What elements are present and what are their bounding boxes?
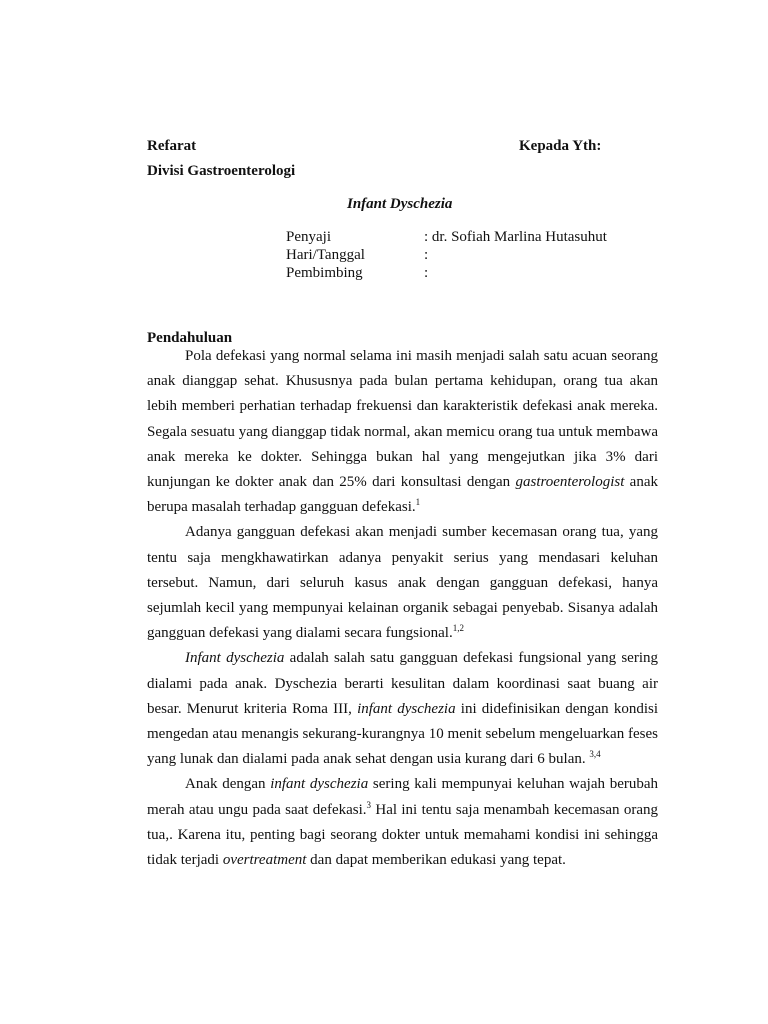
meta-presenter-label: Penyaji (286, 229, 331, 245)
p3-text-2: ini didefinisikan dengan kondisi mengedan atau menangis sekurang-kurangnya 10 menit sebelum mengeluarkan feses yang lunak dan dialami pada anak sehat dengan usia kurang dari 6 bulan. (147, 700, 658, 768)
meta-date-label: Hari/Tanggal (286, 247, 365, 263)
p1-italic-1: gastroenterologist (515, 474, 625, 491)
p4-citation: 3 (366, 799, 372, 810)
p3-italic-1: Infant dyschezia (185, 650, 285, 667)
p1-citation: 1 (415, 497, 421, 508)
p4-text-2: sering kali mempunyai keluhan wajah berubah merah atau ungu pada saat defekasi. (147, 776, 658, 818)
meta-presenter-row (286, 228, 607, 246)
p4-italic-1: infant dyschezia (270, 776, 369, 793)
p4-text-4: dan dapat memberikan edukasi yang tepat. (306, 852, 566, 869)
header-refarat: Refarat (147, 138, 197, 154)
paragraph-2 (147, 520, 658, 646)
p4-text-1: Anak dengan (185, 776, 271, 793)
p4-italic-2: overtreatment (222, 852, 307, 869)
p2-text-1: Adanya gangguan defekasi akan menjadi sumber kecemasan orang tua, yang tentu saja mengkhawatirkan adanya penyakit serius yang mendasari keluhan tersebut. Namun, dari seluruh kasus anak dengan gangguan defekasi, hanya sejumlah kecil yang mempunyai kelainan organik sebagai penyebab. Sisanya adalah gangguan defekasi yang dialami secara fungsional. (147, 524, 658, 642)
meta-date-row (286, 246, 607, 264)
p3-text-1: adalah salah satu gangguan defekasi fungsional yang sering dialami pada anak. Dyschezia berarti kesulitan dalam koordinasi saat buang air besar. Menurut kriteria Roma III, (147, 650, 658, 717)
meta-presenter-value: : dr. Sofiah Marlina Hutasuhut (424, 229, 607, 245)
p1-text-2: anak berupa masalah terhadap gangguan defekasi. (147, 474, 658, 516)
document-title: Infant Dyschezia (347, 196, 453, 212)
meta-supervisor-label: Pembimbing (286, 265, 363, 281)
p1-text-1: Pola defekasi yang normal selama ini masih menjadi salah satu acuan seorang anak dianggap sehat. Khususnya pada bulan pertama kehidupan, orang tua akan lebih memberi perhatian terhadap frekuensi dan karakteristik defekasi anak mereka. Segala sesuatu yang dianggap tidak normal, akan memicu orang tua untuk membawa anak mereka ke dokter. Sehingga bukan hal yang mengejutkan jika 3% dari kunjungan ke dokter anak dan 25% dari konsultasi dengan (147, 348, 658, 491)
paragraph-1 (147, 344, 658, 520)
meta-date-value: : (424, 247, 429, 263)
p3-italic-2: infant dyschezia (357, 700, 456, 717)
meta-supervisor-row (286, 264, 607, 282)
meta-supervisor-value: : (424, 265, 429, 281)
p3-citation: 3,4 (589, 749, 601, 760)
section-heading: Pendahuluan (147, 330, 233, 346)
p2-citation: 1,2 (452, 623, 464, 634)
header-recipient: Kepada Yth: (519, 138, 602, 154)
header-division: Divisi Gastroenterologi (147, 163, 296, 179)
paragraph-4 (147, 772, 658, 873)
meta-block (286, 228, 607, 282)
paragraph-3 (147, 646, 658, 772)
body-text (147, 344, 658, 873)
p4-text-3: Hal ini tentu saja menambah kecemasan orang tua,. Karena itu, penting bagi seorang dokter untuk memahami kondisi ini sehingga tidak terjadi (147, 801, 659, 869)
